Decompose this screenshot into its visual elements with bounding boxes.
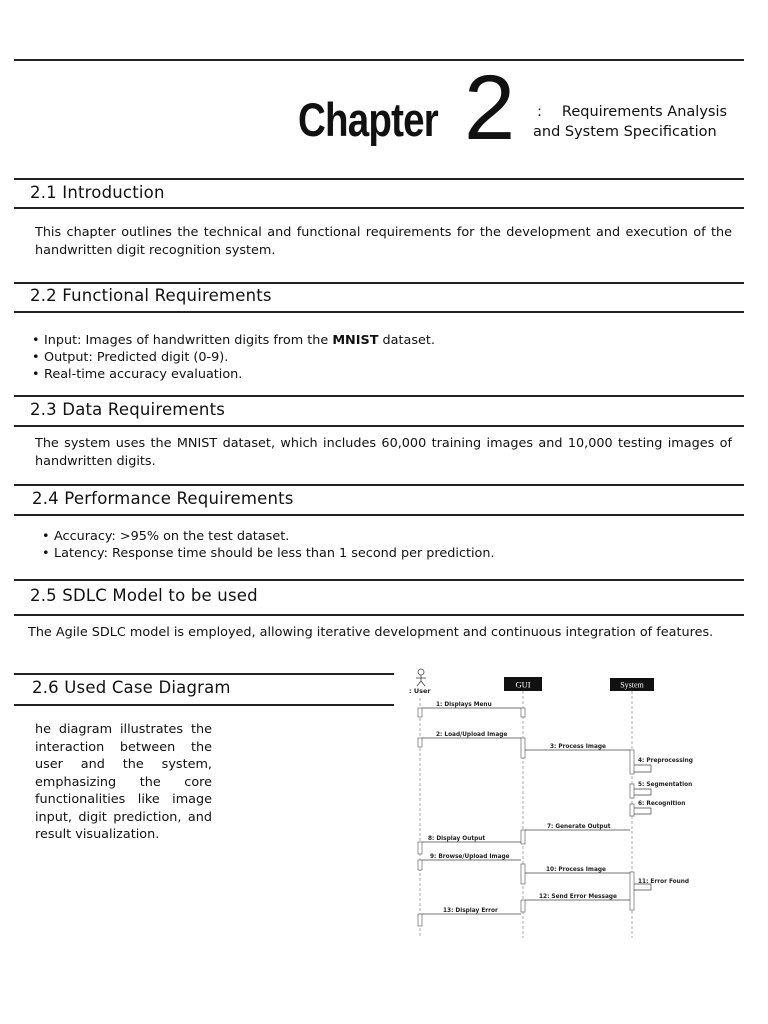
message-label: 6: Recognition: [638, 801, 686, 807]
message-label: 8: Display Output: [428, 836, 486, 842]
data-paragraph: The system uses the MNIST dataset, which includes 60,000 training images and 10,000 testing images of handwritten digits.: [35, 436, 732, 469]
sequence-diagram: [398, 668, 694, 940]
rule-2-5-bottom: [14, 614, 744, 616]
heading-data-requirements: 2.3 Data Requirements: [30, 400, 226, 419]
sdlc-paragraph: The Agile SDLC model is employed, allowing iterative development and continuous integration of features.: [28, 625, 714, 640]
usecase-paragraph: he diagram illustrates the interaction between the user and the system, emphasizing the core functionalities like image input, digit prediction, and result visualization.: [35, 722, 212, 842]
list-item: • Output: Predicted digit (0-9).: [32, 349, 435, 366]
heading-performance-requirements: 2.4 Performance Requirements: [32, 489, 294, 508]
rule-2-5-top: [14, 579, 744, 581]
message-label: 3: Process Image: [550, 744, 606, 750]
list-item: • Accuracy: >95% on the test dataset.: [42, 528, 495, 545]
activation-box: [630, 804, 634, 816]
system-label: System: [620, 680, 644, 690]
top-rule: [14, 59, 744, 61]
heading-use-case-diagram: 2.6 Used Case Diagram: [32, 678, 231, 697]
activation-box: [521, 900, 525, 912]
message-label: 2: Load/Upload Image: [436, 732, 508, 738]
rule-2-1-top: [14, 178, 744, 180]
rule-2-4-bottom: [14, 514, 744, 516]
activation-box: [630, 872, 634, 910]
activation-box: [630, 750, 634, 774]
activation-box: [418, 738, 422, 747]
activation-box: [630, 784, 634, 798]
mnist-bold: MNIST: [332, 333, 379, 348]
message-label: 13: Display Error: [443, 908, 498, 914]
functional-list: [32, 332, 435, 383]
rule-2-6-top: [14, 673, 394, 675]
message-label: 5: Segmentation: [638, 782, 693, 788]
activation-box: [521, 738, 525, 758]
activation-box: [418, 914, 422, 926]
rule-2-3-top: [14, 395, 744, 397]
message-label: 4: Preprocessing: [638, 758, 693, 764]
heading-introduction: 2.1 Introduction: [30, 183, 165, 202]
list-item: [32, 332, 435, 349]
list-item: • Latency: Response time should be less than 1 second per prediction.: [42, 545, 495, 562]
chapter-subtitle: [533, 102, 753, 142]
chapter-subtitle-line1: Requirements Analysis: [561, 104, 728, 120]
performance-list: [42, 528, 495, 562]
message-label: 10: Process Image: [546, 867, 606, 873]
rule-2-4-top: [14, 484, 744, 486]
list-item: • Real-time accuracy evaluation.: [32, 366, 435, 383]
functional-bullet1-text: Input: Images of handwritten digits from the: [44, 333, 333, 348]
rule-2-6-bottom: [14, 704, 394, 706]
actor-label: : User: [409, 687, 431, 695]
rule-2-2-bottom: [14, 311, 744, 313]
message-label: 9: Browse/Upload Image: [430, 854, 510, 860]
rule-2-3-bottom: [14, 425, 744, 427]
chapter-subtitle-line2: and System Specification: [533, 124, 717, 140]
activation-box: [521, 864, 525, 884]
chapter-colon: :: [537, 104, 542, 120]
intro-paragraph: This chapter outlines the technical and functional requirements for the development and execution of the handwritten digit recognition system.: [35, 225, 732, 258]
activation-box: [418, 842, 422, 854]
activation-box: [418, 708, 422, 717]
message-label: 11: Error Found: [638, 879, 690, 885]
functional-bullet1-tail: dataset.: [378, 333, 435, 348]
heading-functional-requirements: 2.2 Functional Requirements: [30, 286, 272, 305]
activation-box: [521, 708, 525, 717]
message-label: 12: Send Error Message: [539, 894, 617, 900]
chapter-number: 2: [464, 57, 516, 159]
heading-sdlc: 2.5 SDLC Model to be used: [30, 586, 258, 605]
rule-2-2-top: [14, 282, 744, 284]
rule-2-1-bottom: [14, 207, 744, 209]
activation-box: [521, 830, 525, 844]
message-label: 1: Displays Menu: [436, 702, 492, 708]
activation-box: [418, 860, 422, 870]
gui-label: GUI: [515, 679, 531, 690]
chapter-word: Chapter: [298, 93, 438, 146]
message-label: 7: Generate Output: [547, 824, 611, 830]
